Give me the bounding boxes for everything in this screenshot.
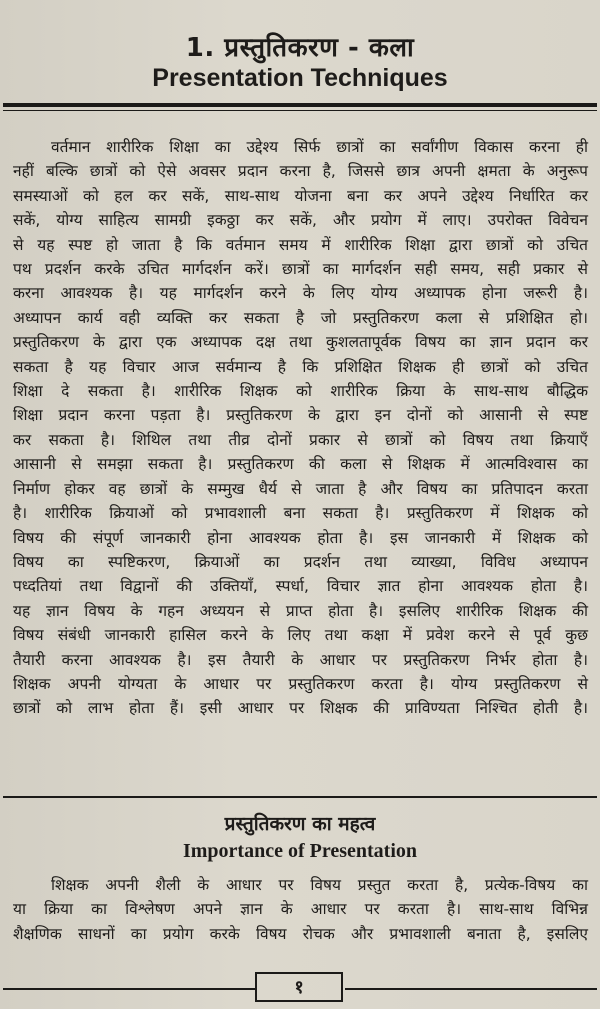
page-number-box bbox=[255, 972, 343, 1002]
paragraph-line: निर्माण होकर वह छात्रों के सम्मुख धैर्य से जाता है और विषय का प्रतिपादन करता bbox=[13, 479, 588, 498]
paragraph-1 bbox=[13, 135, 588, 721]
paragraph-line: या क्रिया का विश्लेषण अपने ज्ञान के आधार पर करता है। साथ-साथ विभिन्न bbox=[13, 900, 588, 919]
paragraph-line: यह ज्ञान विषय के गहन अध्ययन से प्राप्त होता है। इसलिए शारीरिक शिक्षक की bbox=[13, 601, 588, 620]
paragraph-line: शिक्षा दे सकता है। शारीरिक शिक्षक को शारीरिक क्रिया के साथ-साथ बौद्धिक bbox=[13, 382, 588, 401]
paragraph-line: वर्तमान शारीरिक शिक्षा का उद्देश्य सिर्फ छात्रों का सर्वांगीण विकास करना ही bbox=[51, 138, 588, 156]
paragraph-line: करना आवश्यक है। यह मार्गदर्शन करने के लिए योग्य अध्यापक होना जरूरी है। bbox=[13, 284, 588, 303]
paragraph-line: छात्रों को लाभ होता हैं। इसी आधार पर शिक्षक की प्राविण्यता निश्चित होती है। bbox=[13, 699, 588, 718]
paragraph-line: आसानी से समझा सकता है। प्रस्तुतिकरण की कला से शिक्षक में आत्मविश्वास का bbox=[13, 455, 588, 474]
paragraph-line: समस्याओं को हल कर सकें, साथ-साथ योजना बना कर अपने उद्देश्य निर्धारित कर bbox=[13, 186, 588, 205]
paragraph-line: तैयारी करना आवश्यक है। इस तैयारी के आधार पर प्रस्तुतिकरण निर्भर होता है। bbox=[13, 650, 588, 669]
section-heading-english: Importance of Presentation bbox=[182, 840, 418, 862]
paragraph-line: सकता है यह विचार आज सर्वमान्य है कि प्रशिक्षित शिक्षक ही छात्रों को उचित bbox=[13, 357, 588, 376]
paragraph-line: प्रस्तुतिकरण के द्वारा एक अध्यापक दक्ष तथा कुशलतापूर्वक विषय का ज्ञान प्रदान कर bbox=[13, 333, 588, 352]
paragraph-line: शिक्षा प्रदान करना पड़ता है। प्रस्तुतिकरण के द्वारा इन दोनों को आसानी से स्पष्ट bbox=[13, 406, 588, 425]
paragraph-line: विषय संबंधी जानकारी हासिल करने के लिए तथा कक्षा में प्रवेश करने से पूर्व कुछ bbox=[13, 626, 588, 645]
paragraph-line: पध्दतियां तथा विद्वानों की उक्तियाँ, स्पर्धा, विचार ज्ञात होना आवश्यक होता है। bbox=[13, 577, 588, 596]
chapter-title-english: Presentation Techniques bbox=[152, 64, 448, 92]
paragraph-2 bbox=[13, 873, 588, 946]
paragraph-line: से यह स्पष्ट हो जाता है कि वर्तमान समय में शारीरिक शिक्षा द्वारा छात्रों को उचित bbox=[13, 235, 588, 254]
title-divider-thin bbox=[3, 110, 597, 111]
paragraph-line: नहीं बल्कि छात्रों को ऐसे अवसर प्रदान करना है, जिससे छात्र अपनी क्षमता के अनुरूप bbox=[13, 162, 588, 181]
paragraph-line: शैक्षणिक साधनों का प्रयोग करके विषय रोचक और प्रभावशाली बनाता है, इसलिए bbox=[13, 924, 588, 943]
paragraph-line: शिक्षक अपनी शैली के आधार पर विषय प्रस्तुत करता है, प्रत्येक-विषय का bbox=[51, 876, 588, 894]
footer-rule-left bbox=[3, 988, 255, 990]
section-divider bbox=[3, 796, 597, 798]
page-number: १ bbox=[294, 977, 304, 998]
paragraph-line: अध्यापन कार्य वही व्यक्ति कर सकता है जो प्रस्तुतिकरण कला से प्रशिक्षित हो। bbox=[13, 308, 588, 327]
title-divider-thick bbox=[3, 103, 597, 107]
paragraph-line: विषय की संपूर्ण जानकारी होना आवश्यक होता है। इस जानकारी में शिक्षक को bbox=[13, 528, 588, 547]
paragraph-line: विषय का स्पष्टिकरण, क्रियाओं का प्रदर्शन तथा व्याख्या, विविध अध्यापन bbox=[13, 552, 588, 571]
footer-rule-right bbox=[345, 988, 597, 990]
paragraph-line: है। शारीरिक क्रियाओं को प्रभावशाली बना सकता है। प्रस्तुतिकरण में शिक्षक को bbox=[13, 504, 588, 523]
chapter-title-hindi: 1. प्रस्तुतिकरण - कला bbox=[185, 33, 415, 63]
paragraph-line: पथ प्रदर्शन करके उचित मार्गदर्शन करें। छात्रों का मार्गदर्शन सही समय, सही प्रकार से bbox=[13, 260, 588, 279]
paragraph-line: कर सकता है। शिथिल तथा तीव्र दोनों प्रकार से छात्रों को विषय तथा क्रियाएँ bbox=[13, 430, 588, 449]
section-heading-hindi: प्रस्तुतिकरण का महत्व bbox=[224, 813, 376, 835]
paragraph-line: सकें, योग्य साहित्य सामग्री इकठ्ठा कर सकें, और प्रयोग में लाए। उपरोक्त विवेचन bbox=[13, 211, 588, 230]
paragraph-line: शिक्षक अपनी योग्यता के आधार पर प्रस्तुतिकरण करता है। योग्य प्रस्तुतिकरण से bbox=[13, 674, 588, 693]
